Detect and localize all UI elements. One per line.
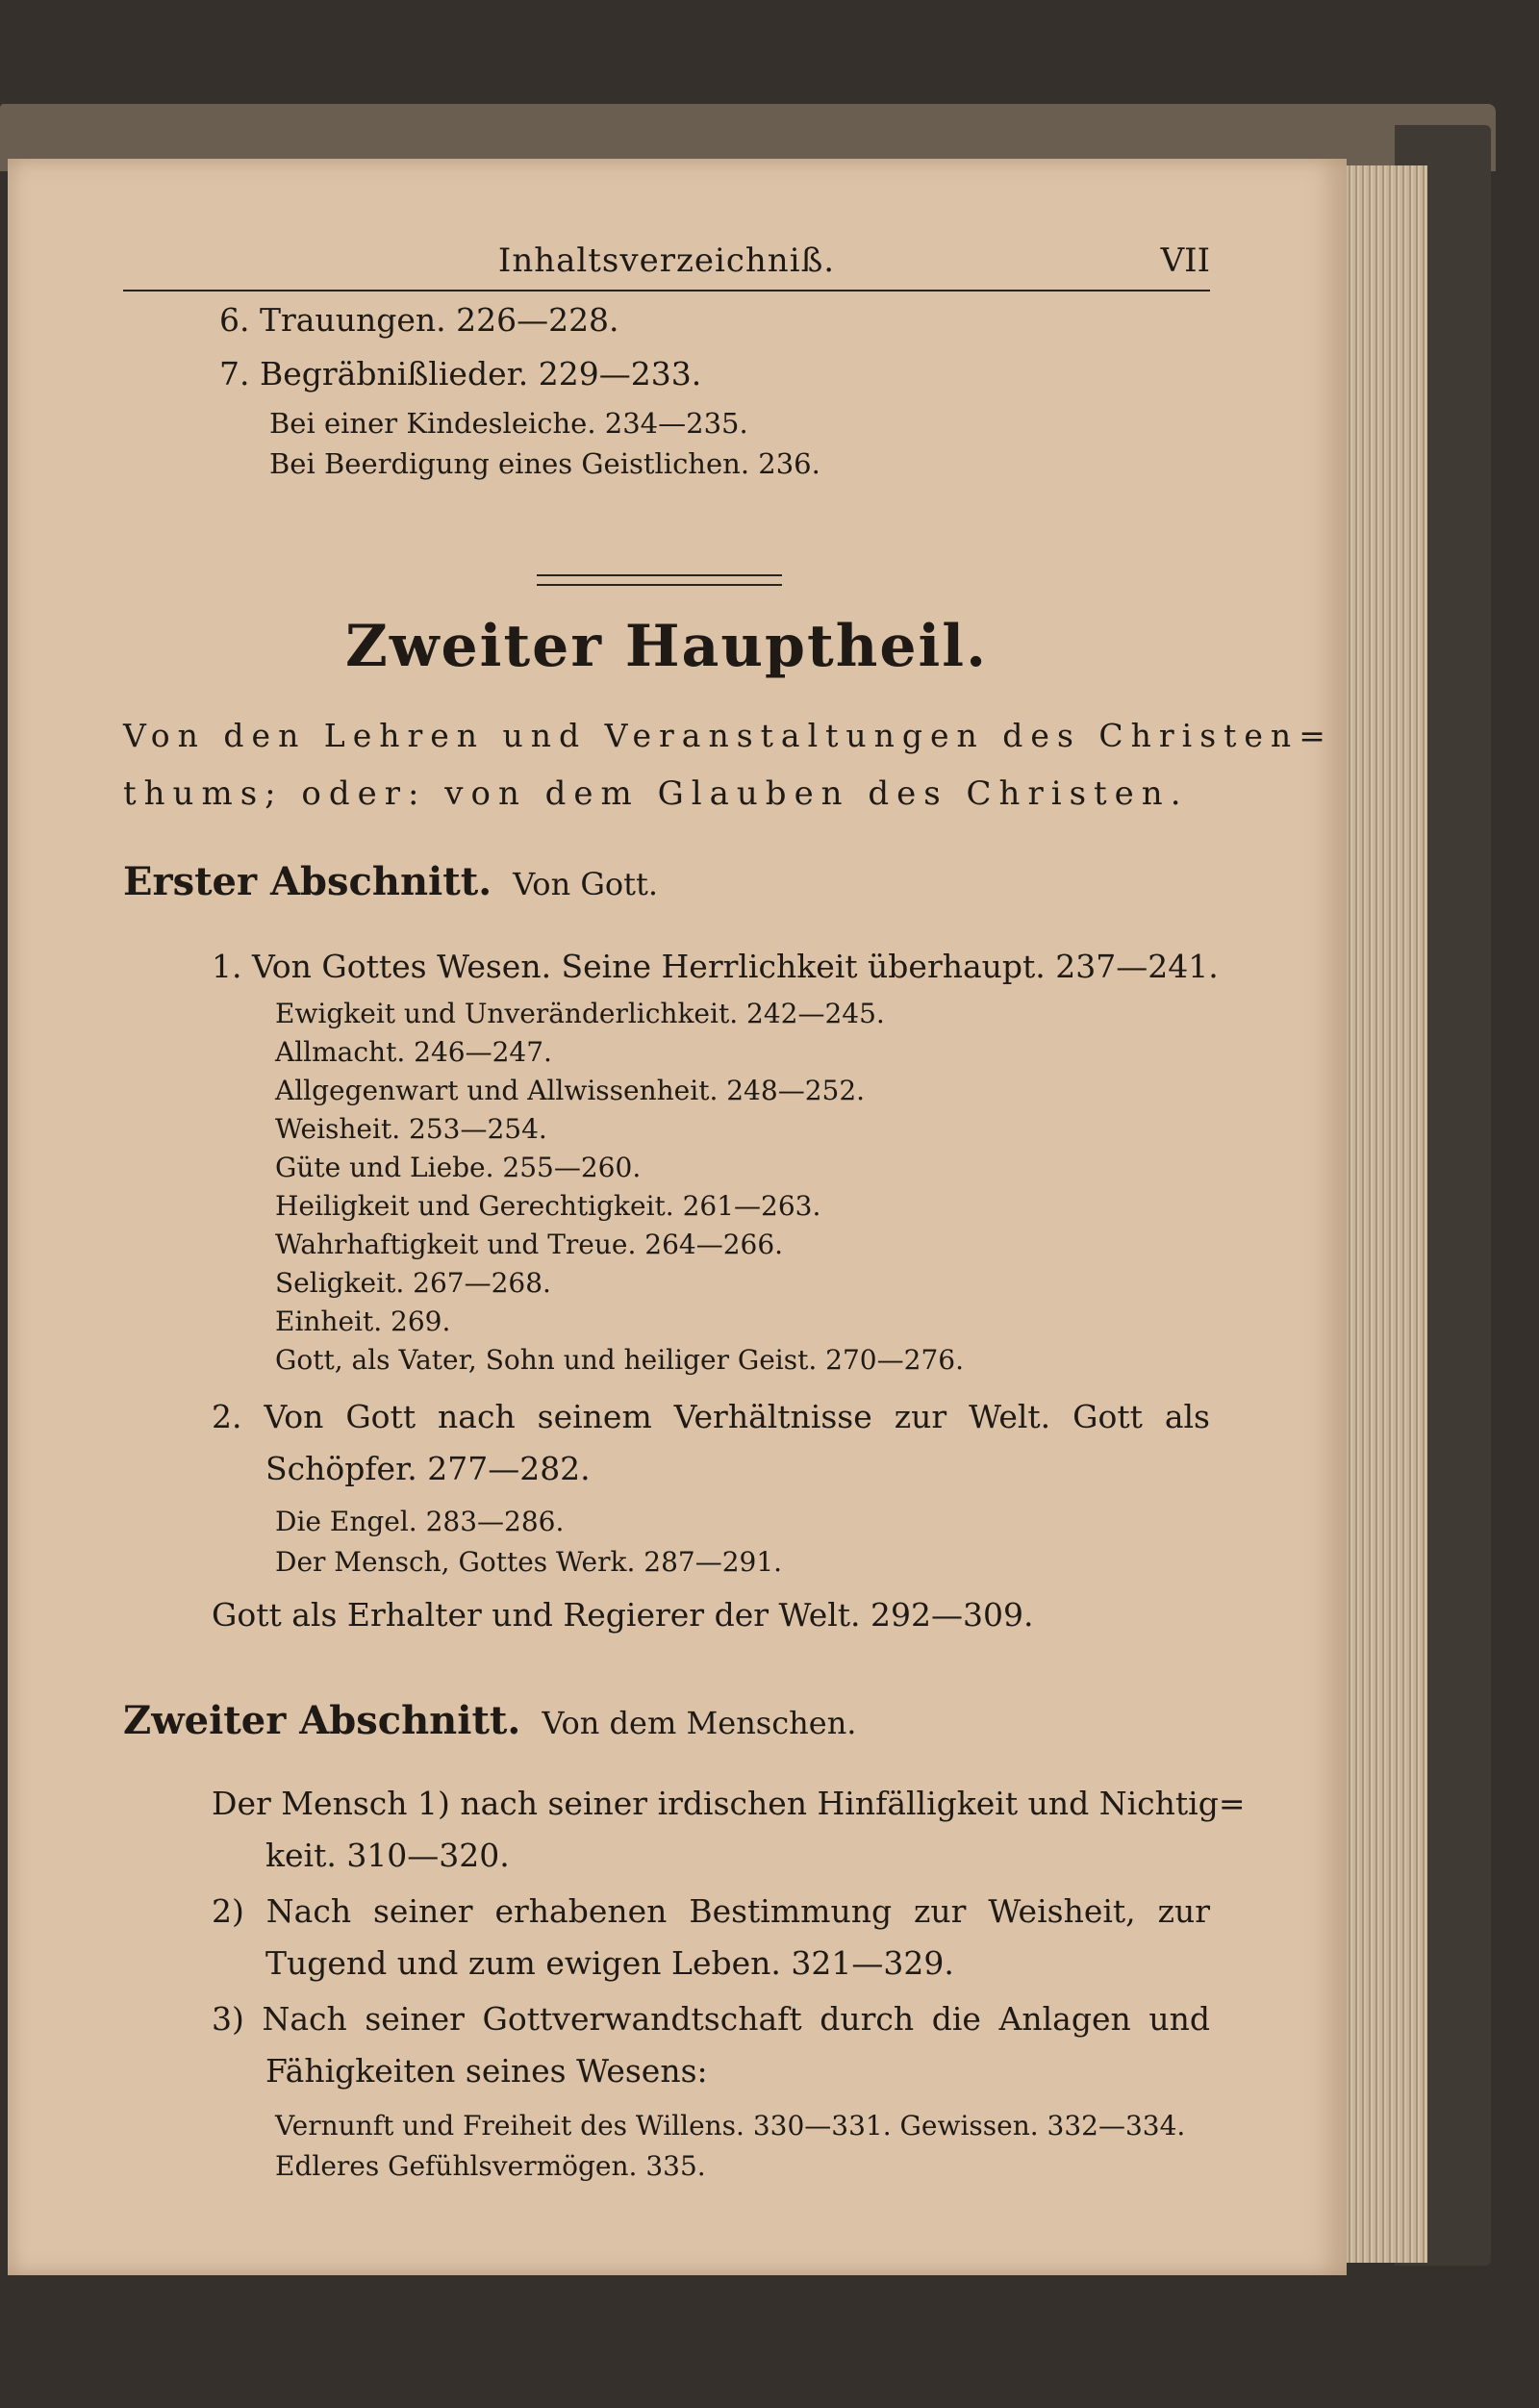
page-edges [1339,165,1427,2263]
toc-entry-continuation: keit. 310—320. [265,1837,510,1874]
part-title: Zweiter Hauptheil. [345,613,988,680]
section1-heading: Erster Abschnitt. [123,859,492,904]
section2-heading-row [123,1698,856,1743]
toc-entry: 2. Von Gott nach seinem Verhältnisse zur Welt. Gott als [212,1398,1210,1435]
section1-heading-row [123,859,658,904]
toc-subentry: Allgegenwart und Allwissenheit. 248—252. [275,1075,866,1106]
toc-subentry: Bei Beerdigung eines Geistlichen. 236. [269,447,820,480]
section1-subheading: Von Gott. [513,866,659,902]
toc-subentry: Einheit. 269. [275,1305,451,1337]
toc-subentry: Allmacht. 246—247. [275,1036,552,1068]
running-head [123,236,1210,291]
toc-entry: 6. Trauungen. 226—228. [219,301,619,339]
toc-subentry: Edleres Gefühlsvermögen. 335. [275,2150,706,2182]
section2-subheading: Von dem Menschen. [542,1705,857,1741]
toc-entry: 1. Von Gottes Wesen. Seine Herrlichkeit überhaupt. 237—241. [212,948,1219,985]
section-divider [537,574,782,586]
book-page [8,159,1347,2275]
part-subtitle-line1: Von den Lehren und Veranstaltungen des Christen= [123,717,1333,754]
toc-entry: 2) Nach seiner erhabenen Bestimmung zur Weisheit, zur [212,1892,1210,1930]
toc-entry-continuation: Schöpfer. 277—282. [265,1450,591,1487]
toc-subentry: Seligkeit. 267—268. [275,1267,551,1299]
toc-entry: Der Mensch 1) nach seiner irdischen Hinfälligkeit und Nichtig= [212,1785,1246,1822]
toc-subentry: Vernunft und Freiheit des Willens. 330—331. Gewissen. 332—334. [275,2110,1186,2142]
toc-subentry: Die Engel. 283—286. [275,1506,565,1537]
section2-heading: Zweiter Abschnitt. [123,1698,521,1743]
toc-subentry: Bei einer Kindesleiche. 234—235. [269,407,748,440]
toc-entry: Gott als Erhalter und Regierer der Welt. 292—309. [212,1596,1034,1634]
part-subtitle-line2: thums; oder: von dem Glauben des Christen. [123,774,1189,813]
running-head-title: Inhaltsverzeichniß. [497,241,836,280]
page-content [123,236,1333,2182]
toc-subentry: Heiligkeit und Gerechtigkeit. 261—263. [275,1190,821,1222]
toc-subentry: Ewigkeit und Unveränderlichkeit. 242—245. [275,998,885,1029]
toc-entry: 7. Begräbnißlieder. 229—233. [219,355,702,393]
toc-subentry: Wahrhaftigkeit und Treue. 264—266. [275,1229,784,1260]
toc-subentry: Güte und Liebe. 255—260. [275,1152,642,1183]
toc-entry-continuation: Fähigkeiten seines Wesens: [265,2052,708,2090]
toc-subentry: Weisheit. 253—254. [275,1113,547,1145]
page-number: VII [1160,241,1210,280]
toc-entry-continuation: Tugend und zum ewigen Leben. 321—329. [265,1944,954,1982]
toc-subentry: Gott, als Vater, Sohn und heiliger Geist. 270—276. [275,1344,964,1376]
toc-subentry: Der Mensch, Gottes Werk. 287—291. [275,1546,783,1578]
toc-entry: 3) Nach seiner Gottverwandtschaft durch die Anlagen und [212,2000,1210,2038]
